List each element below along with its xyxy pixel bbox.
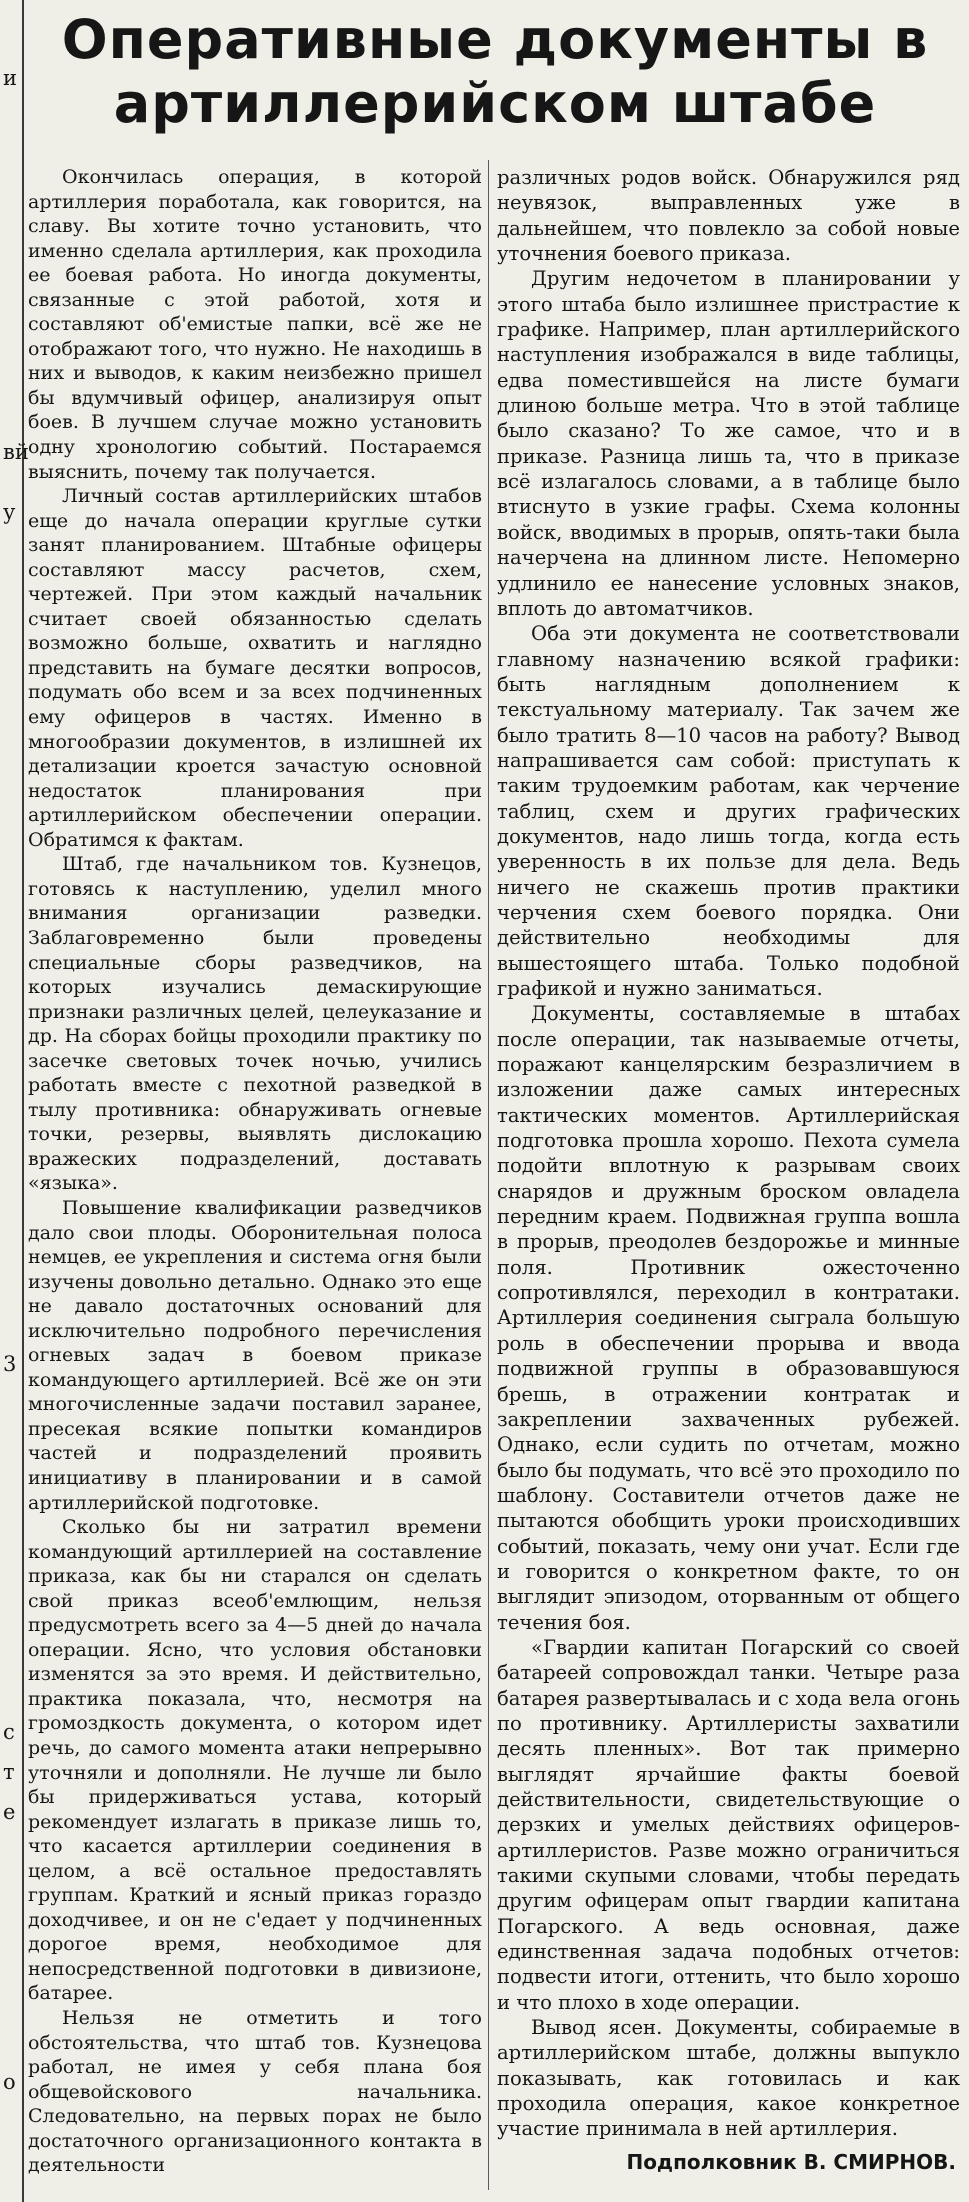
edge-fragment: у xyxy=(3,500,16,524)
edge-fragment: 3 xyxy=(3,1352,17,1376)
article-column-right xyxy=(497,165,960,2175)
paragraph-continued: различных родов войск. Обнаружился ряд неувязок, выправленных уже в дальнейшем, что повлекло за собой новые уточнения боевого приказа. xyxy=(497,166,960,266)
edge-fragment: о xyxy=(3,2070,16,2094)
paragraph: «Гвардии капитан Погарский со своей батареей сопровождал танки. Четыре раза батарея развертывалась и с хода вела огонь по противнику. Артиллеристы захватили десять пленных». Вот так примерно выглядят ярчайшие факты боевой действительности, свидетельствующие о дерзких и умелых действиях офицеров-артиллеристов. Разве можно ограничиться такими скупыми словами, чтобы передать другим офицерам опыт гвардии капитана Погарского. А ведь основная, даже единственная задача подобных отчетов: подвести итоги, оттенить, что было хорошо и что плохо в ходе операции. xyxy=(497,1635,960,2014)
adjacent-column-edge xyxy=(0,0,29,2202)
article-column-left xyxy=(28,165,482,2178)
paragraph: Вывод ясен. Документы, собираемые в артиллерийском штабе, должны выпукло показывать, как готовилась и как проходила операция, какое конкретное участие принимала в ней артиллерия. xyxy=(497,2016,960,2141)
paragraph: Нельзя не отметить и того обстоятельства, что штаб тов. Кузнецова работал, не имея у себя плана боя общевойскового начальника. Следовательно, на первых порах не было достаточного организационного контакта в деятельности xyxy=(28,2007,482,2177)
author-signature: Подполковник В. СМИРНОВ. xyxy=(626,2149,956,2174)
column-divider xyxy=(488,160,489,2190)
paragraph: Документы, составляемые в штабах после операции, так называемые отчеты, поражают канцелярским безразличием в изложении даже самых интересных тактических моментов. Артиллерийская подготовка прошла хорошо. Пехота сумела подойти вплотную к разрывам своих снарядов и дружным броском овладела передним краем. Подвижная группа вошла в прорыв, преодолев бездорожье и минные поля. Противник ожесточенно сопротивлялся, переходил в контратаки. Артиллерия соединения сыграла большую роль в обеспечении прорыва и ввода подвижной группы в образовавшуюся брешь, в отражении контратак и закреплении захваченных рубежей. Однако, если судить по отчетам, можно было бы подумать, что всё это проходило по шаблону. Составители отчетов даже не пытаются обобщить уроки происходивших событий, показать, чему они учат. Если где и говорится о конкретном факте, то он выглядит эпизодом, оторванным от общего течения боя. xyxy=(497,1002,960,1634)
edge-fragment: вй xyxy=(3,440,29,464)
paragraph: Штаб, где начальником тов. Кузнецов, готовясь к наступлению, уделил много внимания организации разведки. Заблаговременно были проведены специальные сборы разведчиков, на которых изучались демаскирующие признаки различных целей, целеуказание и др. На сборах бойцы проходили практику по засечке световых точек ночью, учились работать вместе с пехотной разведкой в тылу противника: обнаруживать огневые точки, резервы, выявлять дислокацию вражеских подразделений, доставать «языка». xyxy=(28,853,482,1195)
headline-line-2: артиллерийском штабе xyxy=(113,72,877,135)
paragraph: Оба эти документа не соответствовали главному назначению всякой графики: быть наглядным дополнением к текстуальному материалу. Так зачем же было тратить 8—10 часов на работу? Вывод напрашивается сам собой: приступать к таким трудоемким работам, как черчение таблиц, схем и других графических документов, надо лишь тогда, когда есть уверенность в их пользе для дела. Ведь ничего не скажешь против практики черчения схем боевого порядка. Они действительно необходимы для вышестоящего штаба. Только подобной графикой и нужно заниматься. xyxy=(497,622,960,1000)
edge-fragment: е xyxy=(3,1800,16,1824)
paragraph: Повышение квалификации разведчиков дало свои плоды. Оборонительная полоса немцев, ее укрепления и система огня были изучены довольно детально. Однако это еще не давало достаточных оснований для исключительно подробного перечисления огневых задач в боевом приказе командующего артиллерией. Всё же он эти многочисленные задачи поставил заранее, пресекая всякие попытки командиров частей и подразделений проявить инициативу в планировании и в самой артиллерийской подготовке. xyxy=(28,1196,482,1514)
edge-fragment: и xyxy=(3,66,17,90)
edge-fragment: с xyxy=(3,1720,15,1744)
headline-line-1: Оперативные документы в xyxy=(61,8,929,71)
edge-fragment: т xyxy=(3,1760,15,1784)
article-headline xyxy=(40,8,950,136)
paragraph: Личный состав артиллерийских штабов еще до начала операции круглые сутки занят планированием. Штабные офицеры составляют массу расчетов, схем, чертежей. При этом каждый начальник считает своей обязанностью сделать возможно больше, охватить и наглядно представить на бумаге десятки вопросов, подумать обо всем и за всех подчиненных ему офицеров в частях. Именно в многообразии документов, в излишней их детализации кроется зачастую основной недостаток планирования при артиллерийском обеспечении операции. Обратимся к фактам. xyxy=(28,485,482,851)
paragraph: Сколько бы ни затратил времени командующий артиллерией на составление приказа, как бы ни старался он сделать свой приказ всеоб'емлющим, нельзя предусмотреть всего за 4—5 дней до начала операции. Ясно, что условия обстановки изменятся за это время. И действительно, практика показала, что, несмотря на громоздкость документа, о котором идет речь, до самого момента атаки непрерывно уточняли и дополняли. Не лучше ли было бы придерживаться устава, который рекомендует излагать в приказе лишь то, что касается артиллерии соединения в целом, а всё остальное предоставлять группам. Краткий и ясный приказ гораздо доходчивее, и он не с'едает у подчиненных дорогое время, необходимое для непосредственной подготовки в дивизионе, батарее. xyxy=(28,1516,482,2005)
paragraph: Другим недочетом в планировании у этого штаба было излишнее пристрастие к графике. Например, план артиллерийского наступления изображался в виде таблицы, едва поместившейся на листе бумаги длиною больше метра. Что в этой таблице было сказано? То же самое, что и в приказе. Разница лишь та, что в приказе всё излагалось словами, а в таблице было втиснуто в узкие графы. Схема колонны войск, вводимых в прорыв, опять-таки была начерчена на длинном листе. Непомерно удлинило ее нанесение условных знаков, вплоть до автоматчиков. xyxy=(497,267,960,620)
paragraph: Окончилась операция, в которой артиллерия поработала, как говорится, на славу. Вы хотите точно установить, что именно сделала артиллерия, как проходила ее боевая работа. Но иногда документы, связанные с этой работой, хотя и составляют об'емистые папки, всё же не отображают того, что нужно. Не находишь в них и выводов, к каким неизбежно пришел бы вдумчивый офицер, анализируя опыт боев. В лучшем случае можно установить одну хронологию событий. Постараемся выяснить, почему так получается. xyxy=(28,166,482,483)
